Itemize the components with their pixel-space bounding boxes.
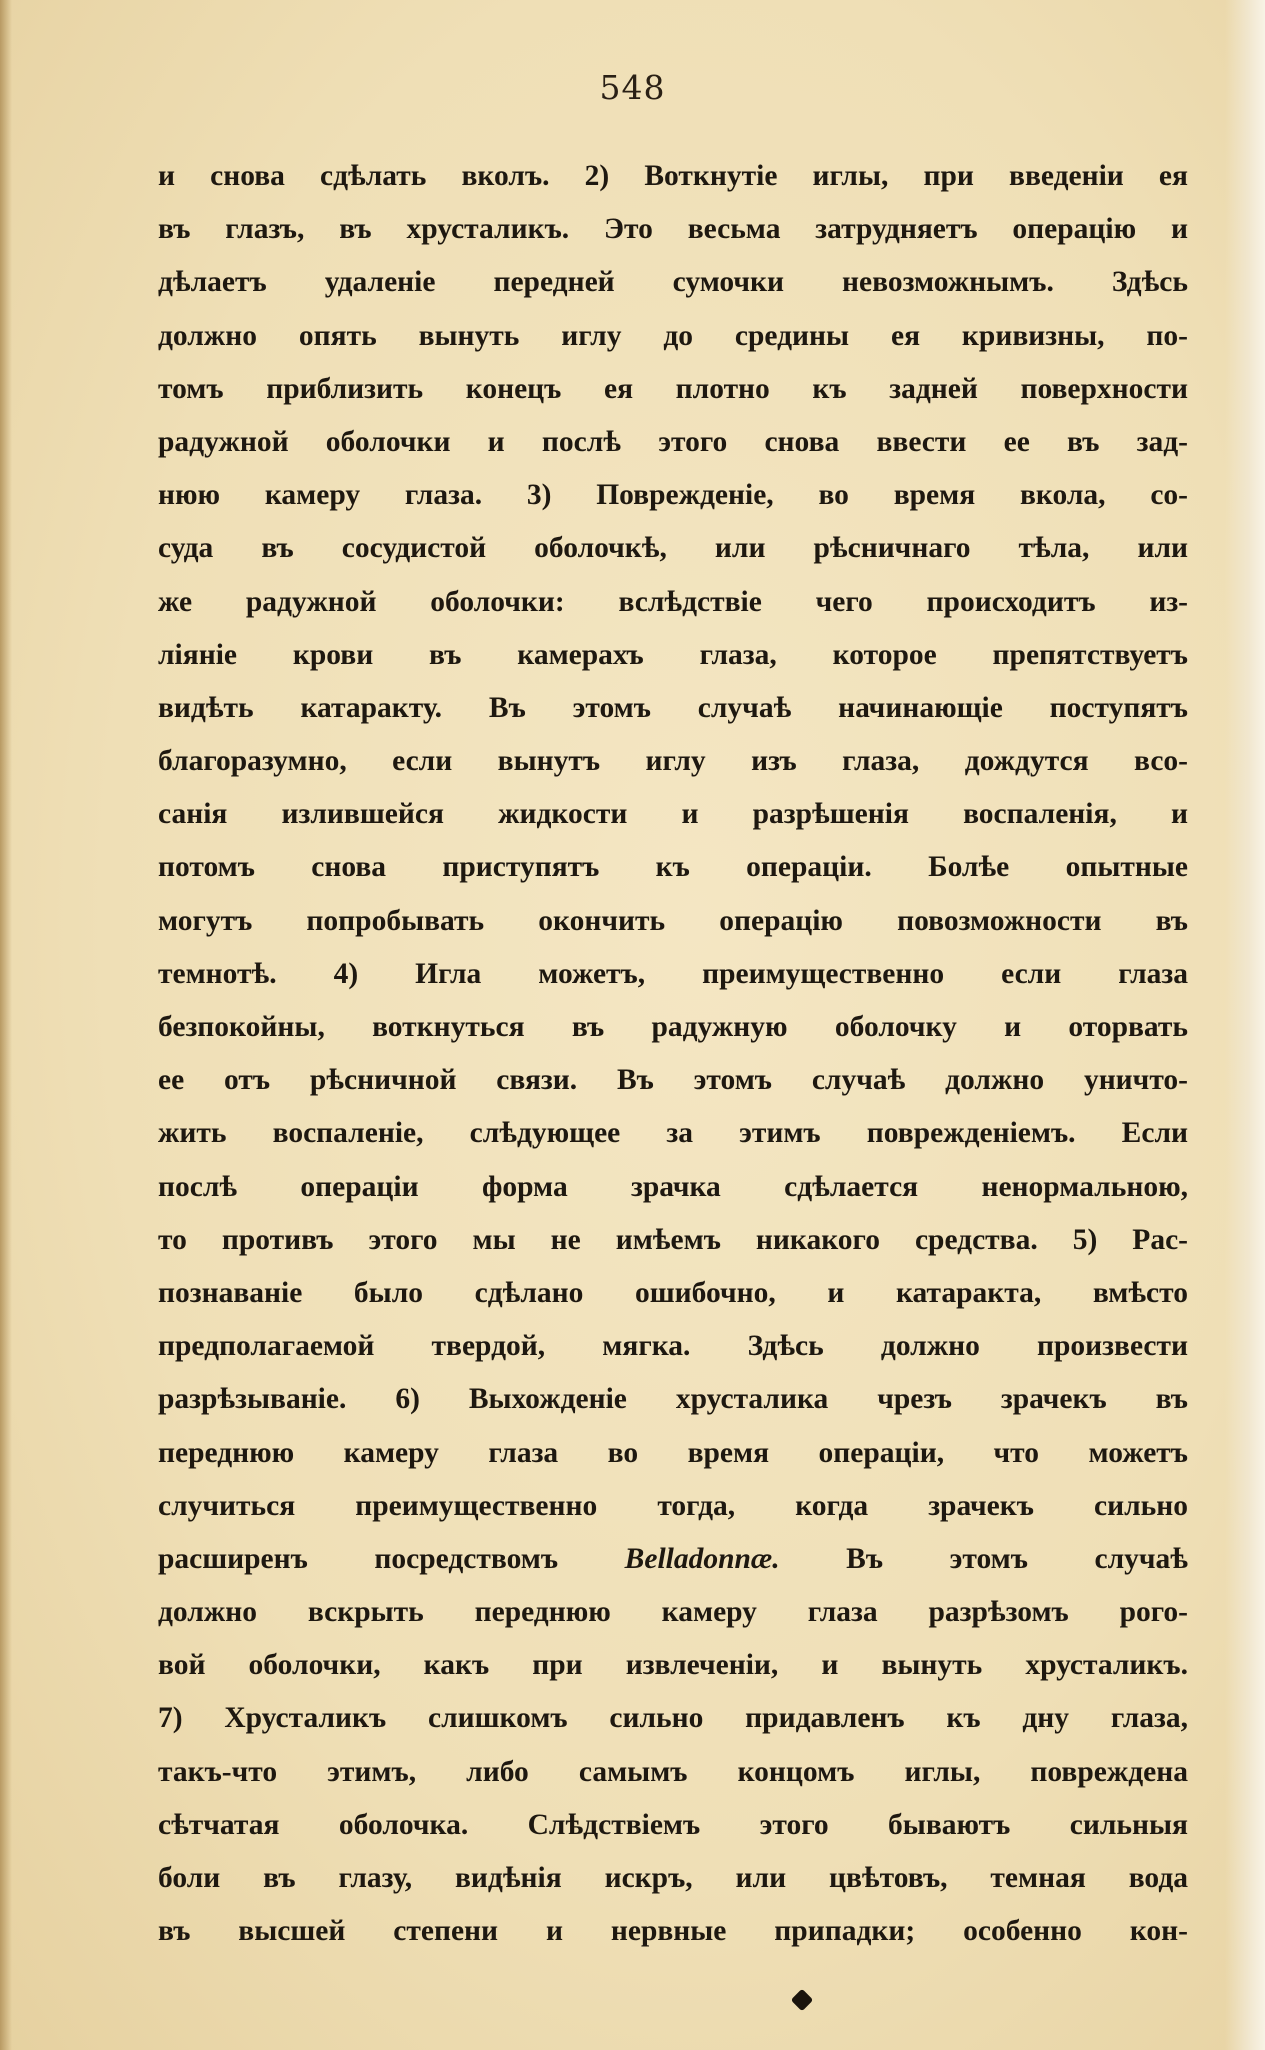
text-line: могутъ попробывать окончить операцію повозможности въ	[158, 904, 1188, 937]
text-fragment: расширенъ посредствомъ	[158, 1542, 625, 1575]
text-line: такъ-что этимъ, либо самымъ концомъ иглы, повреждена	[158, 1755, 1188, 1788]
text-line: благоразумно, если вынутъ иглу изъ глаза, дождутся всо-	[158, 745, 1188, 778]
latin-term: Belladonnæ.	[624, 1542, 780, 1575]
text-line: дѣлаетъ удаленіе передней сумочки невозможнымъ. Здѣсь	[158, 266, 1188, 299]
text-line: вой оболочки, какъ при извлеченіи, и вынуть хрусталикъ.	[158, 1649, 1188, 1682]
text-line: сѣтчатая оболочка. Слѣдствіемъ этого бываютъ сильныя	[158, 1808, 1188, 1841]
text-line: въ высшей степени и нервные припадки; особенно кон-	[158, 1915, 1188, 1948]
text-line: и снова сдѣлать вколъ. 2) Воткнутіе иглы, при введеніи ея	[158, 160, 1188, 192]
text-fragment: Въ этомъ случаѣ	[779, 1542, 1188, 1575]
text-line: послѣ операціи форма зрачка сдѣлается ненормальною,	[158, 1170, 1188, 1203]
text-line: темнотѣ. 4) Игла можетъ, преимущественно если глаза	[158, 957, 1188, 990]
text-line: нюю камеру глаза. 3) Поврежденіе, во время вкола, со-	[158, 479, 1188, 512]
text-line: 7) Хрусталикъ слишкомъ сильно придавленъ къ дну глаза,	[158, 1702, 1188, 1735]
text-line: въ глазъ, въ хрусталикъ. Это весьма затрудняетъ операцію и	[158, 213, 1188, 246]
text-line: ее отъ рѣсничной связи. Въ этомъ случаѣ должно уничто-	[158, 1064, 1188, 1097]
text-line: жить воспаленіе, слѣдующее за этимъ поврежденіемъ. Если	[158, 1117, 1188, 1150]
text-line: же радужной оболочки: вслѣдствіе чего происходитъ из-	[158, 585, 1188, 618]
text-line: видѣть катаракту. Въ этомъ случаѣ начинающіе поступятъ	[158, 691, 1188, 724]
text-line: познаваніе было сдѣлано ошибочно, и катаракта, вмѣсто	[158, 1276, 1188, 1309]
page-left-edge-shadow	[0, 0, 12, 2050]
text-line: должно опять вынуть иглу до средины ея кривизны, по-	[158, 319, 1188, 352]
text-line: должно вскрыть переднюю камеру глаза разрѣзомъ рого-	[158, 1596, 1188, 1629]
text-line: то противъ этого мы не имѣемъ никакого средства. 5) Рас-	[158, 1223, 1188, 1256]
text-line: безпокойны, воткнуться въ радужную оболочку и оторвать	[158, 1011, 1188, 1043]
page-number: 548	[599, 68, 666, 107]
text-line: боли въ глазу, видѣнія искръ, или цвѣтовъ, темная вода	[158, 1862, 1188, 1894]
page-right-edge	[1225, 0, 1265, 2050]
text-line: разрѣзываніе. 6) Выхожденіе хрусталика чрезъ зрачекъ въ	[158, 1383, 1188, 1416]
text-line: радужной оболочки и послѣ этого снова ввести ее въ зад-	[158, 425, 1188, 458]
body-text	[158, 150, 1188, 1958]
text-line: потомъ снова приступятъ къ операціи. Болѣе опытные	[158, 851, 1188, 884]
text-line: ліяніе крови въ камерахъ глаза, которое препятствуетъ	[158, 638, 1188, 671]
text-line: санія излившейся жидкости и разрѣшенія воспаленія, и	[158, 798, 1188, 831]
text-line-belladonna	[158, 1533, 1188, 1586]
text-line: томъ приблизить конецъ ея плотно къ задней поверхности	[158, 372, 1188, 405]
ink-spot-ornament	[791, 1989, 814, 2012]
text-line: предполагаемой твердой, мягка. Здѣсь должно произвести	[158, 1330, 1188, 1363]
text-line: случиться преимущественно тогда, когда зрачекъ сильно	[158, 1489, 1188, 1522]
text-line: суда въ сосудистой оболочкѣ, или рѣсничнаго тѣла, или	[158, 532, 1188, 565]
text-line: переднюю камеру глаза во время операціи, что можетъ	[158, 1436, 1188, 1469]
